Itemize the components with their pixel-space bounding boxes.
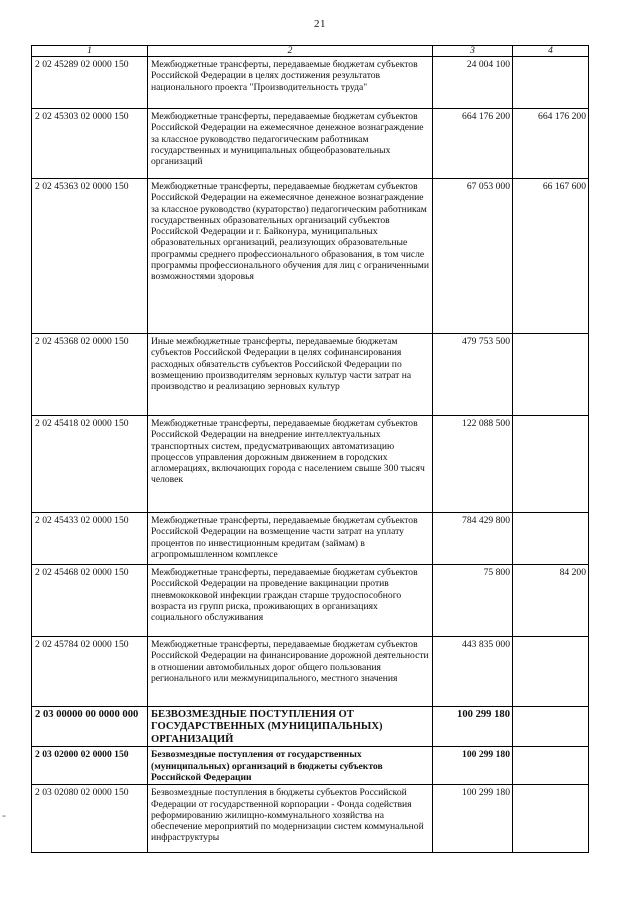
- budget-code: 2 02 45368 02 0000 150: [32, 334, 148, 416]
- table-row-section: [32, 707, 589, 747]
- budget-code: 2 03 00000 00 0000 000: [32, 707, 148, 747]
- budget-code: 2 02 45468 02 0000 150: [32, 565, 148, 637]
- table-row: [32, 565, 589, 637]
- margin-mark: -: [2, 808, 6, 822]
- table-row: [32, 513, 589, 565]
- revenue-name: БЕЗВОЗМЕЗДНЫЕ ПОСТУПЛЕНИЯ ОТ ГОСУДАРСТВЕННЫХ (МУНИЦИПАЛЬНЫХ) ОРГАНИЗАЦИЙ: [148, 707, 433, 747]
- column-header-amount-2: 4: [513, 46, 589, 57]
- table-row: [32, 785, 589, 853]
- amount-2: [513, 513, 589, 565]
- amount-2: [513, 334, 589, 416]
- table-row: [32, 57, 589, 109]
- revenue-name: Межбюджетные трансферты, передаваемые бюджетам субъектов Российской Федерации на ежемесячное денежное вознаграждение за классное руководство (кураторство) педагогическим работникам государственных образовательных организаций субъектов Российской Федерации и г. Байконура, муниципальных образовательных организаций, реализующих образовательные программы среднего профессионального образования, в том числе программы профессионального обучения для лиц с ограниченными возможностями здоровья: [148, 179, 433, 334]
- budget-code: 2 02 45784 02 0000 150: [32, 637, 148, 707]
- budget-code: 2 02 45418 02 0000 150: [32, 416, 148, 513]
- amount-1: 122 088 500: [433, 416, 513, 513]
- amount-2: [513, 785, 589, 853]
- amount-1: 75 800: [433, 565, 513, 637]
- amount-1: 443 835 000: [433, 637, 513, 707]
- amount-2: 84 200: [513, 565, 589, 637]
- column-header-name: 2: [148, 46, 433, 57]
- amount-2: 66 167 600: [513, 179, 589, 334]
- amount-2: [513, 707, 589, 747]
- amount-2: [513, 637, 589, 707]
- budget-code: 2 02 45289 02 0000 150: [32, 57, 148, 109]
- amount-1: 67 053 000: [433, 179, 513, 334]
- table-header-row: [32, 46, 589, 57]
- revenue-name: Безвозмездные поступления в бюджеты субъектов Российской Федерации от государственной корпорации - Фонда содействия реформированию жилищно-коммунального хозяйства на обеспечение мероприятий по модернизации систем коммунальной инфраструктуры: [148, 785, 433, 853]
- page-number: 21: [314, 18, 326, 30]
- amount-2: [513, 747, 589, 785]
- revenue-name: Межбюджетные трансферты, передаваемые бюджетам субъектов Российской Федерации на возмещение части затрат на уплату процентов по инвестиционным кредитам (займам) в агропромышленном комплексе: [148, 513, 433, 565]
- table-row: [32, 637, 589, 707]
- budget-code: 2 03 02080 02 0000 150: [32, 785, 148, 853]
- amount-1: 784 429 800: [433, 513, 513, 565]
- budget-code: 2 03 02000 02 0000 150: [32, 747, 148, 785]
- revenue-name: Иные межбюджетные трансферты, передаваемые бюджетам субъектов Российской Федерации в целях софинансирования расходных обязательств субъектов Российской Федерации по возмещению производителям зерновых культур части затрат на производство и реализацию зерновых культур: [148, 334, 433, 416]
- table-row: [32, 416, 589, 513]
- budget-code: 2 02 45303 02 0000 150: [32, 109, 148, 179]
- amount-2: [513, 57, 589, 109]
- revenue-name: Безвозмездные поступления от государственных (муниципальных) организаций в бюджеты субъектов Российской Федерации: [148, 747, 433, 785]
- budget-revenue-table: [31, 45, 589, 853]
- column-header-code: 1: [32, 46, 148, 57]
- revenue-name: Межбюджетные трансферты, передаваемые бюджетам субъектов Российской Федерации в целях достижения результатов национального проекта "Производительность труда": [148, 57, 433, 109]
- table-row: [32, 179, 589, 334]
- revenue-name: Межбюджетные трансферты, передаваемые бюджетам субъектов Российской Федерации на проведение вакцинации против пневмококковой инфекции граждан старше трудоспособного возраста из групп риска, проживающих в организациях социального обслуживания: [148, 565, 433, 637]
- amount-2: [513, 416, 589, 513]
- budget-code: 2 02 45433 02 0000 150: [32, 513, 148, 565]
- revenue-name: Межбюджетные трансферты, передаваемые бюджетам субъектов Российской Федерации на ежемесячное денежное вознаграждение за классное руководство педагогическим работникам государственных и муниципальных общеобразовательных организаций: [148, 109, 433, 179]
- amount-1: 100 299 180: [433, 785, 513, 853]
- amount-1: 664 176 200: [433, 109, 513, 179]
- amount-1: 100 299 180: [433, 707, 513, 747]
- amount-2: 664 176 200: [513, 109, 589, 179]
- table-row: [32, 334, 589, 416]
- amount-1: 24 004 100: [433, 57, 513, 109]
- table-row-subsection: [32, 747, 589, 785]
- budget-code: 2 02 45363 02 0000 150: [32, 179, 148, 334]
- column-header-amount-1: 3: [433, 46, 513, 57]
- revenue-name: Межбюджетные трансферты, передаваемые бюджетам субъектов Российской Федерации на финансирование дорожной деятельности в отношении автомобильных дорог общего пользования регионального или межмуниципального, местного значения: [148, 637, 433, 707]
- revenue-name: Межбюджетные трансферты, передаваемые бюджетам субъектов Российской Федерации на внедрение интеллектуальных транспортных систем, предусматривающих автоматизацию процессов управления дорожным движением в городских агломерациях, включающих города с населением свыше 300 тысяч человек: [148, 416, 433, 513]
- amount-1: 479 753 500: [433, 334, 513, 416]
- amount-1: 100 299 180: [433, 747, 513, 785]
- table-row: [32, 109, 589, 179]
